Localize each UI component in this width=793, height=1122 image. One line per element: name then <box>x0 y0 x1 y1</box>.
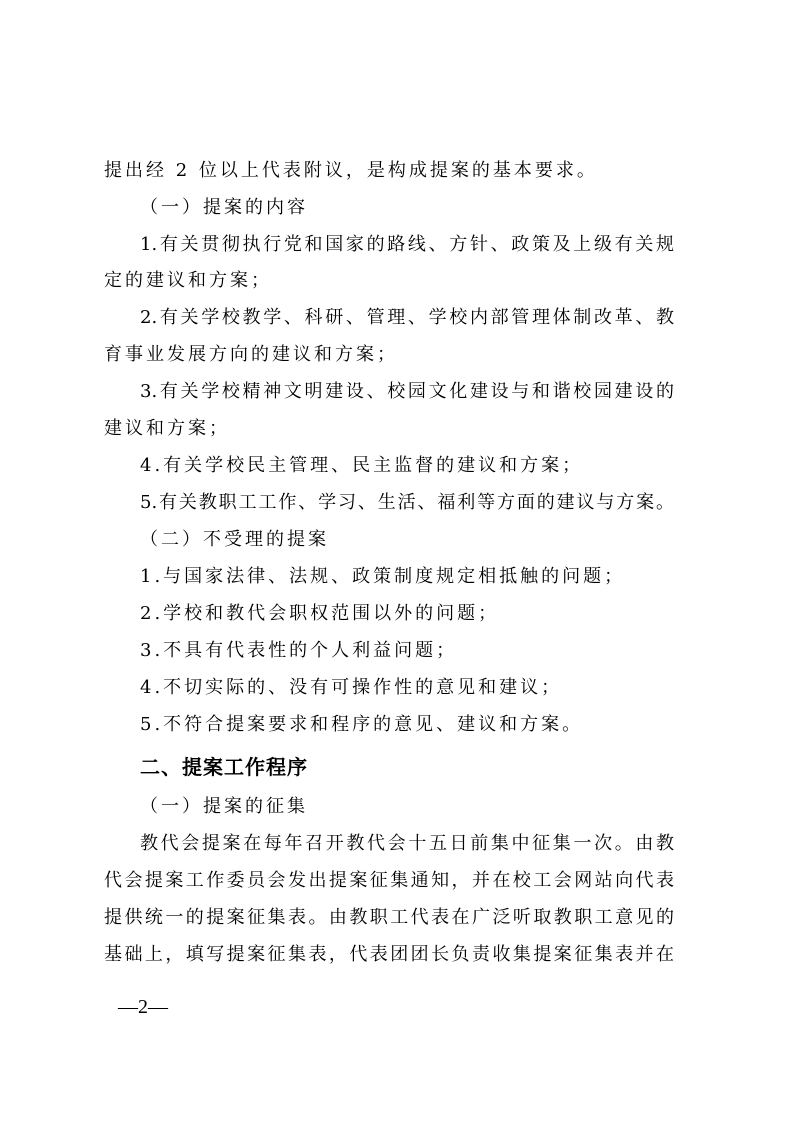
text-line: 定的建议和方案； <box>104 270 272 291</box>
text-line: 教代会提案在每年召开教代会十五日前集中征集一次。由教 <box>140 833 674 854</box>
text-line: 1.有关贯彻执行党和国家的路线、方针、政策及上级有关规 <box>140 234 674 255</box>
section-heading: （一）提案的内容 <box>140 197 308 218</box>
text-line: 2.学校和教代会职权范围以外的问题； <box>140 603 500 624</box>
text-line: 4.有关学校民主管理、民主监督的建议和方案； <box>140 455 584 476</box>
text-line: 育事业发展方向的建议和方案； <box>104 344 398 365</box>
text-line: 5.有关教职工工作、学习、生活、福利等方面的建议与方案。 <box>140 492 674 513</box>
text-line: 基础上，填写提案征集表，代表团团长负责收集提案征集表并在 <box>104 944 674 965</box>
text-line: 提出经 2 位以上代表附议，是构成提案的基本要求。 <box>104 160 598 181</box>
text-line: 2.有关学校教学、科研、管理、学校内部管理体制改革、教 <box>140 307 674 328</box>
chapter-heading: 二、提案工作程序 <box>140 755 308 779</box>
text-line: 提供统一的提案征集表。由教职工代表在广泛听取教职工意见的 <box>104 907 674 928</box>
text-line: 代会提案工作委员会发出提案征集通知，并在校工会网站向代表 <box>104 870 674 891</box>
text-line: 建议和方案； <box>104 418 230 439</box>
section-heading: （二）不受理的提案 <box>140 529 329 550</box>
text-line: 5.不符合提案要求和程序的意见、建议和方案。 <box>140 714 584 735</box>
text-line: 3.不具有代表性的个人利益问题； <box>140 640 458 661</box>
section-heading: （一）提案的征集 <box>140 796 308 817</box>
text-line: 1.与国家法律、法规、政策制度规定相抵触的问题； <box>140 566 626 587</box>
text-line: 3.有关学校精神文明建设、校园文化建设与和谐校园建设的 <box>140 381 674 402</box>
page-number: —2— <box>118 996 168 1018</box>
text-line: 4.不切实际的、没有可操作性的意见和建议； <box>140 677 563 698</box>
